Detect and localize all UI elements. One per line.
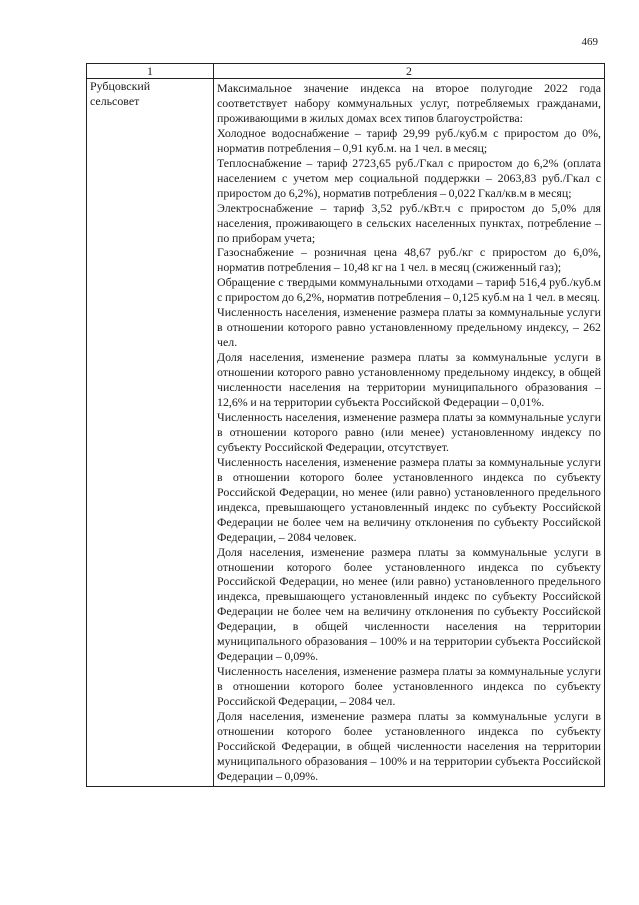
table-header-row xyxy=(87,64,605,79)
column-2-number: 2 xyxy=(214,64,605,79)
table-row xyxy=(87,79,605,787)
index-max-value-intro: Максимальное значение индекса на второе полугодие 2022 года соответствует набору коммунальных услуг, потребляемых гражданами, проживающими в жилых домах всех типов благоустройства: xyxy=(217,81,601,125)
municipality-name: Рубцовский сельсовет xyxy=(87,79,214,787)
gas-supply-price: Газоснабжение – розничная цена 48,67 руб./кг с приростом до 6,0%, норматив потребления – 10,48 кг на 1 чел. в месяц (сжиженный газ); xyxy=(217,245,601,275)
cold-water-supply-tariff: Холодное водоснабжение – тариф 29,99 руб./куб.м с приростом до 0%, норматив потребления – 0,91 куб.м. на 1 чел. в месяц; xyxy=(217,125,601,155)
electricity-supply-tariff: Электроснабжение – тариф 3,52 руб./кВт.ч с приростом до 5,0% для населения, проживающего в сельских населенных пунктах, потребление – по приборам учета; xyxy=(217,200,601,245)
description-cell xyxy=(214,79,605,787)
population-above-regional-index: Численность населения, изменение размера платы за коммунальные услуги в отношении которого более установленного индекса по субъекту Российской Федерации, – 2084 чел. xyxy=(217,664,601,709)
page-number: 469 xyxy=(581,36,598,48)
share-equal-limit-index: Доля населения, изменение размера платы за коммунальные услуги в отношении которого равно установленному предельному индексу, в общей численности населения на территории муниципального образования – 12,6% и на территории субъекта Российской Федерации – 0,01%. xyxy=(217,350,601,410)
share-above-regional-index: Доля населения, изменение размера платы за коммунальные услуги в отношении которого более установленного индекса по субъекту Российской Федерации, в общей численности населения на территории муниципального образования – 100% и на территории субъекта Российской Федерации – 0,09%. xyxy=(217,709,601,783)
heat-supply-tariff: Теплоснабжение – тариф 2723,65 руб./Гкал с приростом до 6,2% (оплата населением с учетом мер социальной поддержки – 2063,83 руб./Гкал с приростом до 6,2%), норматив потребления – 0,022 Гкал/кв.м в месяц; xyxy=(217,155,601,200)
population-between-indices: Численность населения, изменение размера платы за коммунальные услуги в отношении которого более установленного индекса по субъекту Российской Федерации, но менее (или равно) установленного предельного индекса, превышающего установленный индекс по субъекту Российской Федерации не более чем на величину отклонения по субъекту Российской Федерации, – 2084 человек. xyxy=(217,454,601,544)
population-equal-limit-index: Численность населения, изменение размера платы за коммунальные услуги в отношении которого равно установленному предельному индексу, – 262 чел. xyxy=(217,305,601,350)
share-between-indices: Доля населения, изменение размера платы за коммунальные услуги в отношении которого более установленного индекса по субъекту Российской Федерации, но менее (или равно) установленного предельного индекса, превышающего установленный индекс по субъекту Российской Федерации не более чем на величину отклонения по субъекту Российской Федерации, в общей численности населения на территории муниципального образования – 100% и на территории субъекта Российской Федерации – 0,09%. xyxy=(217,544,601,664)
column-1-number: 1 xyxy=(87,64,214,79)
document-table xyxy=(86,63,605,787)
population-below-regional-index: Численность населения, изменение размера платы за коммунальные услуги в отношении которого равно (или менее) установленному индексу по субъекту Российской Федерации, отсутствует. xyxy=(217,409,601,454)
solid-waste-tariff: Обращение с твердыми коммунальными отходами – тариф 516,4 руб./куб.м с приростом до 6,2%, норматив потребления – 0,125 куб.м на 1 чел. в месяц. xyxy=(217,275,601,305)
